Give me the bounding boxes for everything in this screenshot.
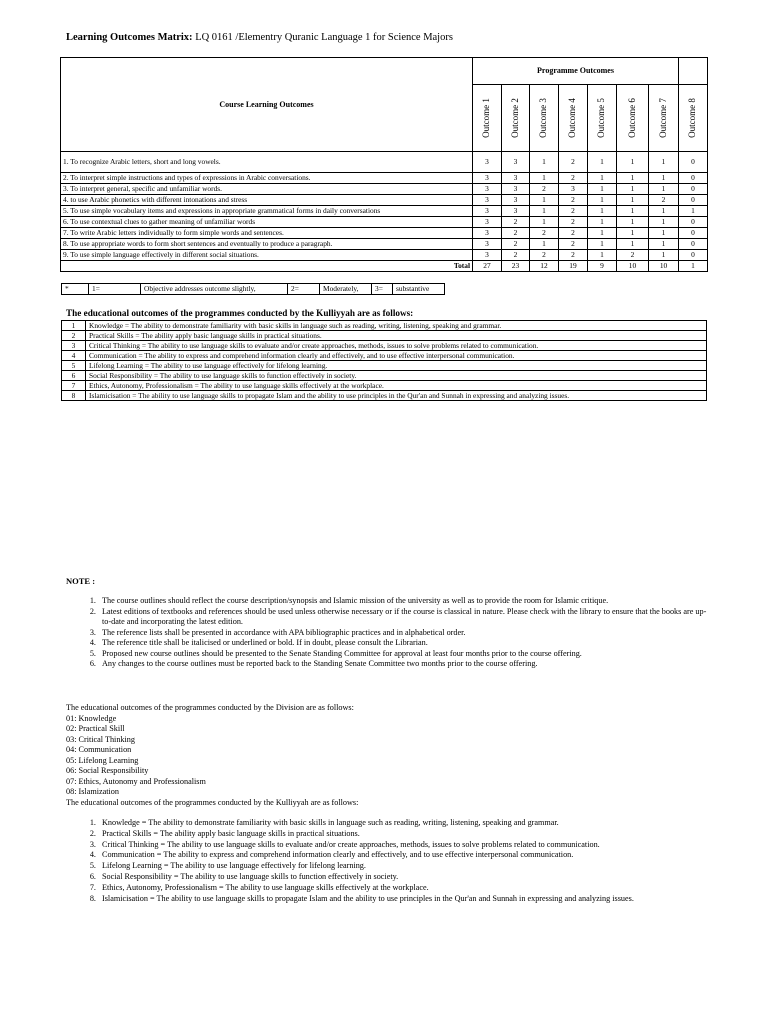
outcome-header [530, 85, 559, 152]
matrix-cell: 1 [588, 195, 617, 206]
outcome-header-label: Outcome 1 [481, 98, 492, 138]
matrix-cell: 2 [559, 250, 588, 261]
matrix-cell: 3 [502, 184, 530, 195]
matrix-cell: 3 [473, 206, 502, 217]
matrix-cell: 1 [649, 173, 679, 184]
outcome-header-label: Outcome 4 [567, 98, 578, 138]
matrix-cell: 1 [617, 217, 649, 228]
clo-header: Course Learning Outcomes [61, 58, 473, 152]
matrix-cell: 1 [588, 152, 617, 173]
outcome-text: Islamicisation = The ability to use language skills to propagate Islam and the ability to use principles in the Qur'an and Sunnah in expressing and analyzing issues. [86, 391, 707, 401]
outcome-header [559, 85, 588, 152]
matrix-cell: 1 [530, 173, 559, 184]
matrix-cell: 3 [473, 173, 502, 184]
matrix-cell: 0 [679, 228, 708, 239]
learning-outcomes-matrix [60, 57, 708, 272]
list-item: 6. Social Responsibility = The ability to use language skills to function effectively in society. [98, 872, 738, 883]
matrix-cell: 1 [530, 217, 559, 228]
matrix-cell: 3 [473, 228, 502, 239]
legend-two: 2= [288, 284, 320, 295]
table-row [61, 184, 708, 195]
outcome-header [617, 85, 649, 152]
matrix-cell: 0 [679, 184, 708, 195]
legend-three-text: substantive [393, 284, 445, 295]
outcome-text: Ethics, Autonomy, Professionalism = The ability to use language skills effectively at the workplace. [86, 381, 707, 391]
matrix-cell: 3 [473, 184, 502, 195]
outcome-header [679, 85, 708, 152]
outcome-header-label: Outcome 2 [509, 98, 520, 138]
legend-one-text: Objective addresses outcome slightly, [141, 284, 288, 295]
matrix-cell: 3 [473, 250, 502, 261]
matrix-cell: 2 [502, 239, 530, 250]
matrix-cell: 2 [530, 228, 559, 239]
matrix-cell: 1 [588, 206, 617, 217]
table-row [61, 228, 708, 239]
clo-label: 6. To use contextual clues to gather meaning of unfamiliar words [61, 217, 473, 228]
matrix-cell: 2 [649, 195, 679, 206]
list-item: 3. Critical Thinking = The ability to use language skills to evaluate and/or create approaches, methods, issues to solve problems related to communication. [98, 840, 738, 851]
table-row [62, 381, 707, 391]
outcome-header [473, 85, 502, 152]
table-row [62, 351, 707, 361]
outcome-number: 2 [62, 331, 86, 341]
clo-label: 1. To recognize Arabic letters, short and long vowels. [61, 152, 473, 173]
matrix-cell: 1 [588, 250, 617, 261]
matrix-cell: 1 [617, 152, 649, 173]
clo-label: 9. To use simple language effectively in different social situations. [61, 250, 473, 261]
outcome-header-label: Outcome 8 [687, 98, 698, 138]
matrix-cell: 2 [530, 250, 559, 261]
outcome-text: Communication = The ability to express and comprehend information clearly and effectively, and to use effective interpersonal communication. [86, 351, 707, 361]
matrix-cell: 1 [617, 195, 649, 206]
outcome-number: 8 [62, 391, 86, 401]
list-item: 5. Proposed new course outlines should be presented to the Senate Standing Committee for approval at least four months prior to the course offering. [98, 649, 708, 660]
legend-star: * [62, 284, 89, 295]
clo-label: 7. To write Arabic letters individually to form simple words and sentences. [61, 228, 473, 239]
outcome-text: Lifelong Learning = The ability to use language effectively for lifelong learning. [86, 361, 707, 371]
total-cell: 9 [588, 261, 617, 272]
total-label: Total [61, 261, 473, 272]
clo-label: 2. To interpret simple instructions and types of expressions in Arabic conversations. [61, 173, 473, 184]
scale-legend [61, 283, 445, 295]
matrix-cell: 1 [617, 239, 649, 250]
list-item: 4. The reference title shall be italicised or underlined or bold. If in doubt, please consult the Librarian. [98, 638, 708, 649]
table-row [62, 331, 707, 341]
matrix-cell: 2 [559, 239, 588, 250]
title-label: Learning Outcomes Matrix: [66, 32, 193, 43]
table-row [62, 391, 707, 401]
matrix-cell: 1 [617, 228, 649, 239]
total-cell: 1 [679, 261, 708, 272]
outcome-number: 5 [62, 361, 86, 371]
list-item: 2. Practical Skills = The ability apply basic language skills in practical situations. [98, 829, 738, 840]
table-row [61, 239, 708, 250]
matrix-cell: 0 [679, 152, 708, 173]
matrix-cell: 2 [559, 152, 588, 173]
matrix-cell: 1 [649, 184, 679, 195]
list-item: 7. Ethics, Autonomy, Professionalism = The ability to use language skills effectively at the workplace. [98, 883, 738, 894]
clo-label: 3. To interpret general, specific and unfamiliar words. [61, 184, 473, 195]
matrix-cell: 1 [649, 206, 679, 217]
total-cell: 27 [473, 261, 502, 272]
matrix-cell: 1 [588, 184, 617, 195]
outcome-number: 3 [62, 341, 86, 351]
matrix-cell: 0 [679, 173, 708, 184]
outcome-number: 4 [62, 351, 86, 361]
list-item: 6. Any changes to the course outlines must be reported back to the Standing Senate Committee two months prior to the course offering. [98, 659, 708, 670]
table-row [61, 195, 708, 206]
legend-three: 3= [372, 284, 393, 295]
note-list [82, 596, 708, 670]
legend-one: 1= [89, 284, 141, 295]
matrix-cell: 2 [559, 228, 588, 239]
programme-outcomes-title: The educational outcomes of the programmes conducted by the Kulliyyah are as follows: [66, 308, 414, 318]
matrix-cell: 2 [502, 250, 530, 261]
matrix-cell: 1 [530, 206, 559, 217]
table-row [62, 341, 707, 351]
matrix-cell: 2 [559, 195, 588, 206]
matrix-cell: 0 [679, 239, 708, 250]
total-cell: 10 [617, 261, 649, 272]
list-item: 1. The course outlines should reflect the course description/synopsis and Islamic mission of the university as well as to provide the room for Islamic critique. [98, 596, 708, 607]
clo-label: 5. To use simple vocabulary items and expressions in appropriate grammatical forms in daily conversations [61, 206, 473, 217]
matrix-cell: 1 [649, 152, 679, 173]
list-item: 2. Latest editions of textbooks and references should be used unless otherwise necessary or if the course is classical in nature. Please check with the library to ensure that the books are up-to-date and incorporating the latest edition. [98, 607, 708, 628]
total-row [61, 261, 708, 272]
list-item: 03: Critical Thinking [66, 734, 135, 744]
matrix-cell: 2 [617, 250, 649, 261]
matrix-cell: 2 [559, 206, 588, 217]
matrix-cell: 1 [588, 228, 617, 239]
table-row [61, 217, 708, 228]
matrix-cell: 2 [502, 217, 530, 228]
matrix-cell: 1 [530, 239, 559, 250]
po-header-extra [679, 58, 708, 85]
matrix-cell: 1 [617, 206, 649, 217]
total-cell: 19 [559, 261, 588, 272]
matrix-cell: 2 [559, 173, 588, 184]
outcome-header [649, 85, 679, 152]
matrix-cell: 3 [502, 152, 530, 173]
matrix-cell: 3 [473, 195, 502, 206]
matrix-cell: 3 [473, 239, 502, 250]
outcome-header-label: Outcome 6 [626, 98, 637, 138]
list-item: 02: Practical Skill [66, 724, 125, 733]
list-item: 04: Communication [66, 745, 132, 754]
list-item: 01: Knowledge [66, 713, 117, 723]
matrix-cell: 2 [502, 228, 530, 239]
outcome-number: 6 [62, 371, 86, 381]
table-row [62, 361, 707, 371]
matrix-cell: 1 [588, 239, 617, 250]
matrix-cell: 3 [559, 184, 588, 195]
table-row [61, 206, 708, 217]
matrix-cell: 3 [502, 195, 530, 206]
matrix-cell: 0 [679, 195, 708, 206]
matrix-cell: 3 [502, 206, 530, 217]
matrix-cell: 1 [617, 173, 649, 184]
table-row [62, 371, 707, 381]
list-item: 06: Social Responsibility [66, 766, 149, 775]
table-row [61, 250, 708, 261]
matrix-cell: 3 [473, 217, 502, 228]
outcome-text: Practical Skills = The ability apply basic language skills in practical situations. [86, 331, 707, 341]
outcome-header [502, 85, 530, 152]
outcome-header-label: Outcome 5 [596, 98, 607, 138]
kulliyyah-outcomes-list [82, 818, 738, 904]
course-name: LQ 0161 /Elementry Quranic Language 1 for Science Majors [195, 32, 453, 43]
total-cell: 12 [530, 261, 559, 272]
outcome-text: Social Responsibility = The ability to use language skills to function effectively in society. [86, 371, 707, 381]
matrix-cell: 1 [649, 239, 679, 250]
list-item: 3. The reference lists shall be presented in accordance with APA bibliographic practices and in alphabetical order. [98, 628, 708, 639]
table-row [62, 321, 707, 331]
division-intro: The educational outcomes of the programmes conducted by the Division are as follows: [66, 703, 354, 712]
outcome-number: 7 [62, 381, 86, 391]
matrix-cell: 1 [530, 195, 559, 206]
clo-label: 4. to use Arabic phonetics with different intonations and stress [61, 195, 473, 206]
matrix-cell: 0 [679, 217, 708, 228]
matrix-cell: 1 [588, 173, 617, 184]
document-title [66, 32, 453, 43]
total-cell: 10 [649, 261, 679, 272]
table-row [61, 173, 708, 184]
kulliyyah-intro: The educational outcomes of the programmes conducted by the Kulliyyah are as follows: [66, 797, 359, 807]
outcome-number: 1 [62, 321, 86, 331]
po-header: Programme Outcomes [473, 58, 679, 85]
matrix-cell: 2 [530, 184, 559, 195]
note-label: NOTE : [66, 576, 96, 586]
list-item: 08: Islamization [66, 787, 119, 796]
outcome-header-label: Outcome 7 [657, 98, 668, 138]
list-item: 05: Lifelong Learning [66, 755, 139, 765]
list-item: 07: Ethics, Autonomy and Professionalism [66, 776, 206, 786]
outcome-text: Critical Thinking = The ability to use language skills to evaluate and/or create approaches, methods, issues to solve problems related to communication. [86, 341, 707, 351]
matrix-cell: 3 [473, 152, 502, 173]
matrix-cell: 1 [649, 250, 679, 261]
matrix-cell: 1 [588, 217, 617, 228]
list-item: 4. Communication = The ability to express and comprehend information clearly and effectively, and to use effective interpersonal communication. [98, 850, 738, 861]
clo-label: 8. To use appropriate words to form short sentences and eventually to produce a paragraph. [61, 239, 473, 250]
outcome-text: Knowledge = The ability to demonstrate familiarity with basic skills in language such as reading, writing, listening, speaking and grammar. [86, 321, 707, 331]
outcome-header-label: Outcome 3 [538, 98, 549, 138]
outcome-header [588, 85, 617, 152]
matrix-cell: 3 [502, 173, 530, 184]
matrix-cell: 1 [649, 228, 679, 239]
matrix-cell: 1 [649, 217, 679, 228]
matrix-cell: 1 [530, 152, 559, 173]
matrix-cell: 1 [679, 206, 708, 217]
matrix-cell: 1 [617, 184, 649, 195]
division-outcomes [66, 703, 706, 808]
list-item: 8. Islamicisation = The ability to use language skills to propagate Islam and the ability to use principles in the Qur'an and Sunnah in expressing and analyzing issues. [98, 894, 738, 905]
matrix-cell: 2 [559, 217, 588, 228]
matrix-cell: 0 [679, 250, 708, 261]
legend-two-text: Moderately, [320, 284, 372, 295]
list-item: 5. Lifelong Learning = The ability to use language effectively for lifelong learning. [98, 861, 738, 872]
programme-outcomes-table [61, 320, 707, 401]
list-item: 1. Knowledge = The ability to demonstrate familiarity with basic skills in language such as reading, writing, listening, speaking and grammar. [98, 818, 738, 829]
total-cell: 23 [502, 261, 530, 272]
table-row [61, 152, 708, 173]
